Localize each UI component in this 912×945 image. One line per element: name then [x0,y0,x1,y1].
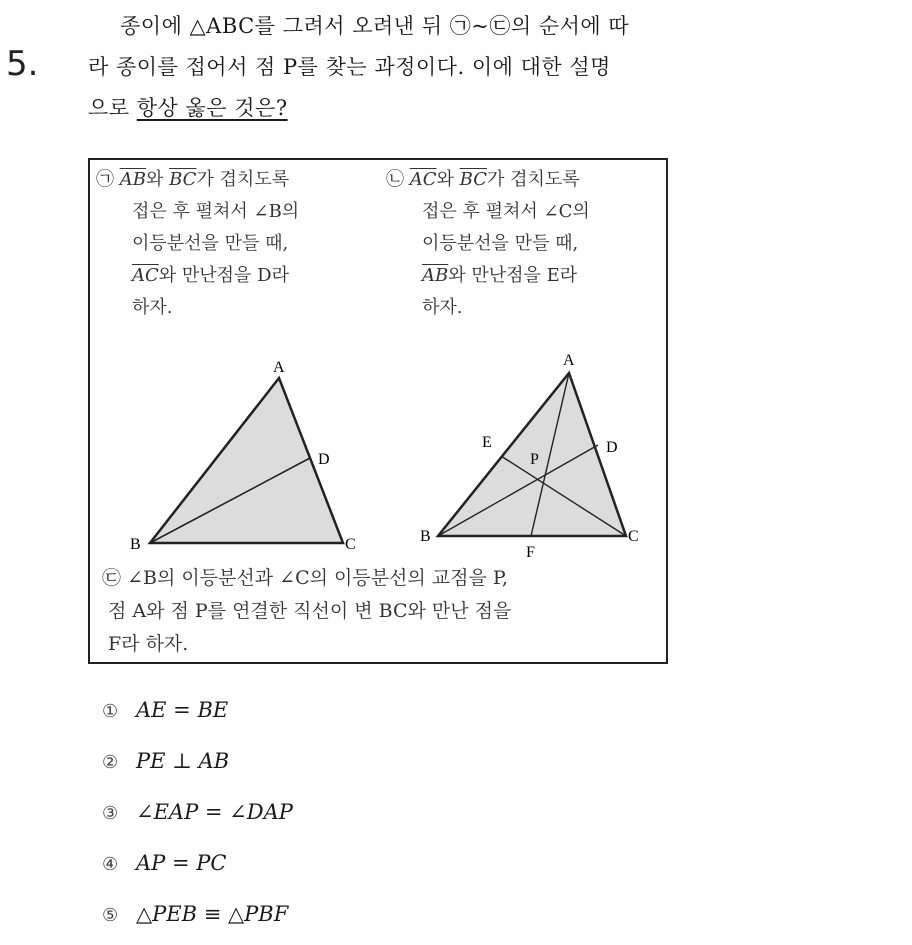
choice-2-marker: ② [102,752,119,773]
segment-bc: $\overline{BC}$ [169,169,197,190]
choice-1[interactable] [102,690,293,741]
choice-5-marker: ⑤ [102,905,119,926]
step-1-line-3: 이등분선을 만들 때, [132,233,289,254]
point-label-d: D [318,451,330,468]
choice-2[interactable] [102,741,293,792]
vertex-label-b: B [130,536,141,553]
choice-4-text: AP = PC [136,851,227,875]
question-number: 5. [6,44,39,84]
choice-3-marker: ③ [102,803,119,824]
choice-2-text: PE ⊥ AB [136,749,230,773]
step-2-line-3: 이등분선을 만들 때, [422,233,579,254]
choice-4-marker: ④ [102,854,119,875]
stem-line-3-prefix: 으로 [88,96,137,120]
point-label-d: D [606,439,618,456]
point-label-p: P [530,451,539,468]
vertex-label-a: A [273,359,285,376]
segment-ab: $\overline{AB}$ [119,169,146,190]
procedure-box [88,158,668,664]
step-2-line-2: 접은 후 펼쳐서 ∠C의 [422,201,590,222]
segment-ac: $\overline{AC}$ [409,169,437,190]
step-1-text: ㉠ $\overline{AB}$와 $\overline{BC}$가 겹치도록 접은 후 펼쳐서 ∠B의 이등분선을 만들 때, $\overline{AC}$와 만난점을 D라 하자. [96,164,376,324]
step-1-marker: ㉠ [96,169,114,190]
vertex-label-c: C [628,528,639,545]
vertex-label-c: C [345,536,356,553]
stem-line-3 [88,88,748,129]
triangle-abc-1 [150,378,343,543]
step-1-line-2: 접은 후 펼쳐서 ∠B의 [132,201,300,222]
point-label-e: E [482,434,492,451]
choice-3[interactable] [102,792,293,843]
step-3-text [102,562,662,661]
step-3-line-3: F라 하자. [108,633,189,655]
question-stem [88,6,748,129]
step-3-marker: ㉢ [102,567,122,589]
segment-ac: $\overline{AC}$ [132,265,159,286]
step-2-line-5: 하자. [422,297,463,318]
point-label-f: F [526,544,535,561]
vertex-label-a: A [563,352,575,369]
choice-5-text: △PEB ≡ △PBF [136,902,289,926]
stem-emphasis: 항상 옳은 것은? [136,96,288,120]
answer-choices [102,690,293,945]
choice-3-text: ∠EAP = ∠DAP [136,800,293,824]
step-3-line-1: ∠B의 이등분선과 ∠C의 이등분선의 교점을 P, [127,567,508,589]
step-2-marker: ㉡ [386,169,404,190]
stem-line-1: 종이에 △ABC를 그려서 오려낸 뒤 ㉠~㉢의 순서에 따 [120,14,630,38]
segment-bc: $\overline{BC}$ [459,169,487,190]
figure-2 [420,352,639,561]
step-2-text: ㉡ $\overline{AC}$와 $\overline{BC}$가 겹치도록 접은 후 펼쳐서 ∠C의 이등분선을 만들 때, $\overline{AB}$와 만난점을 E라 하자. [386,164,666,324]
step-3-line-2: 점 A와 점 P를 연결한 직선이 변 BC와 만난 점을 [108,600,512,622]
step-1-line-4: $\overline{AC}$와 만난점을 D라 [132,265,289,286]
segment-ab: $\overline{AB}$ [422,265,449,286]
figure-1 [130,359,356,553]
stem-line-2: 라 종이를 접어서 점 P를 찾는 과정이다. 이에 대한 설명 [88,55,611,79]
step-1-line-5: 하자. [132,297,173,318]
choice-1-text: AE = BE [136,698,229,722]
step-2-line-4: $\overline{AB}$와 만난점을 E라 [422,265,578,286]
choice-4[interactable] [102,843,293,894]
choice-5[interactable] [102,894,293,945]
choice-1-marker: ① [102,701,119,722]
vertex-label-b: B [420,528,431,545]
